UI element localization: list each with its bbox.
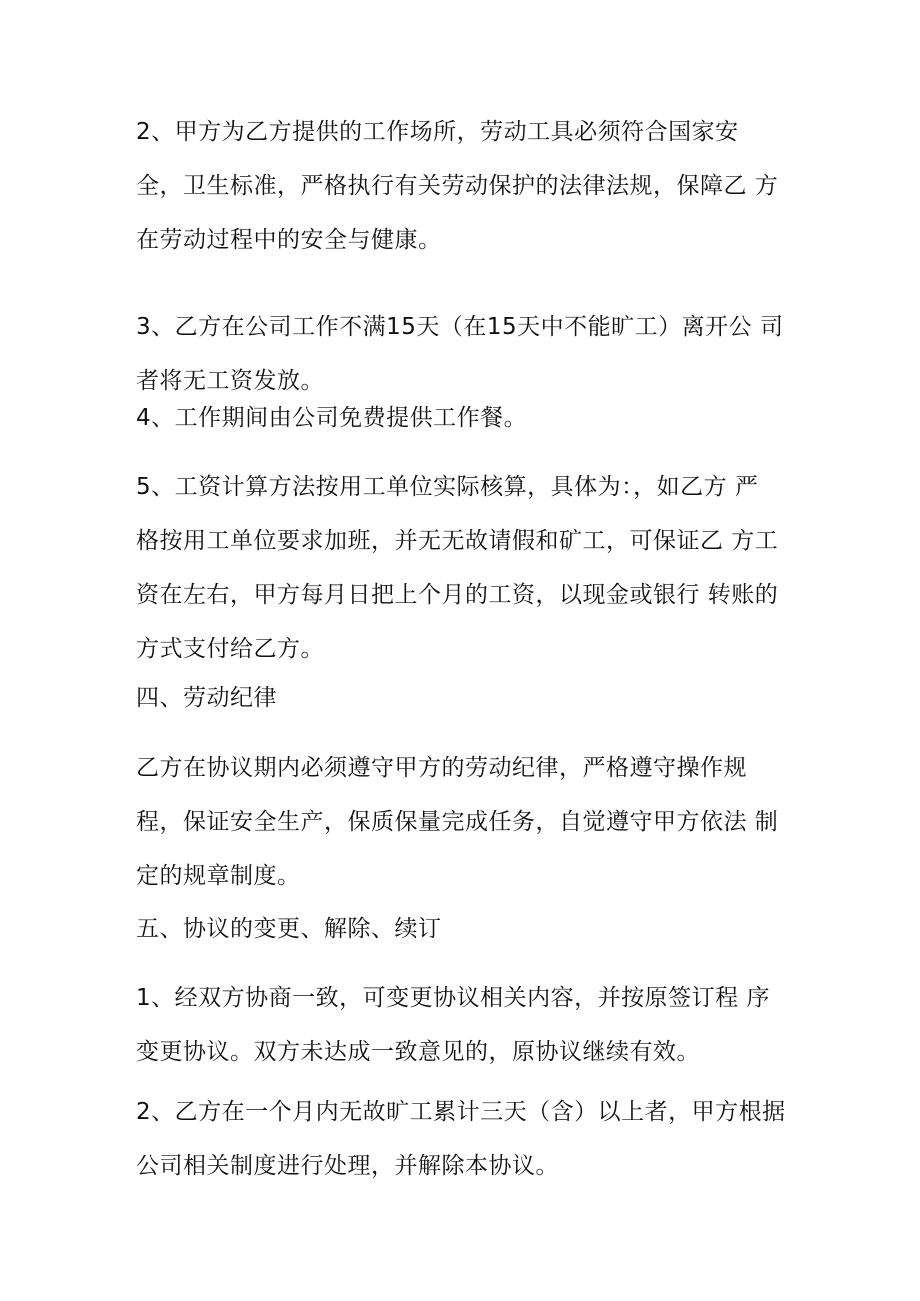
text-line: 资在左右，甲方每月日把上个月的工资，以现金或银行 转账的 xyxy=(136,582,779,608)
text-line: 3、乙方在公司工作不满15天（在15天中不能旷工）离开公 司 xyxy=(136,314,784,340)
text-line: 2、乙方在一个月内无故旷工累计三天（含）以上者，甲方根据 xyxy=(136,1099,786,1125)
text-line: 者将无工资发放。 xyxy=(136,368,324,394)
text-line: 在劳动过程中的安全与健康。 xyxy=(136,227,442,253)
section-heading: 四、劳动纪律 xyxy=(136,685,277,711)
text-line: 格按用工单位要求加班，并无无故请假和矿工，可保证乙 方工 xyxy=(136,528,779,554)
text-line: 全，卫生标准，严格执行有关劳动保护的法律法规，保障乙 方 xyxy=(136,173,779,199)
text-line: 方式支付给乙方。 xyxy=(136,636,324,662)
text-line: 乙方在协议期内必须遵守甲方的劳动纪律，严格遵守操作规 xyxy=(136,755,747,781)
section-heading: 五、协议的变更、解除、续订 xyxy=(136,916,442,942)
section-heading-labor-discipline xyxy=(136,671,796,725)
section-heading-agreement-changes xyxy=(136,902,796,956)
text-line: 4、工作期间由公司免费提供工作餐。 xyxy=(136,405,528,431)
clause-1-modification xyxy=(136,971,796,1079)
text-line: 变更协议。双方未达成一致意见的，原协议继续有效。 xyxy=(136,1039,700,1065)
text-line: 1、经双方协商一致，可变更协议相关内容，并按原签订程 序 xyxy=(136,985,770,1011)
clause-2-termination xyxy=(136,1085,796,1193)
text-line: 定的规章制度。 xyxy=(136,863,301,889)
text-line: 程，保证安全生产，保质保量完成任务，自觉遵守甲方依法 制 xyxy=(136,809,779,835)
clause-2-work-conditions xyxy=(136,105,796,267)
text-line: 公司相关制度进行处理，并解除本协议。 xyxy=(136,1153,559,1179)
text-line: 2、甲方为乙方提供的工作场所，劳动工具必须符合国家安 xyxy=(136,119,739,145)
clause-4-meals xyxy=(136,391,796,445)
text-line: 5、工资计算方法按用工单位实际核算，具体为：，如乙方 严 xyxy=(136,474,759,500)
labor-discipline-body xyxy=(136,741,796,903)
clause-5-wage-calculation xyxy=(136,460,796,676)
